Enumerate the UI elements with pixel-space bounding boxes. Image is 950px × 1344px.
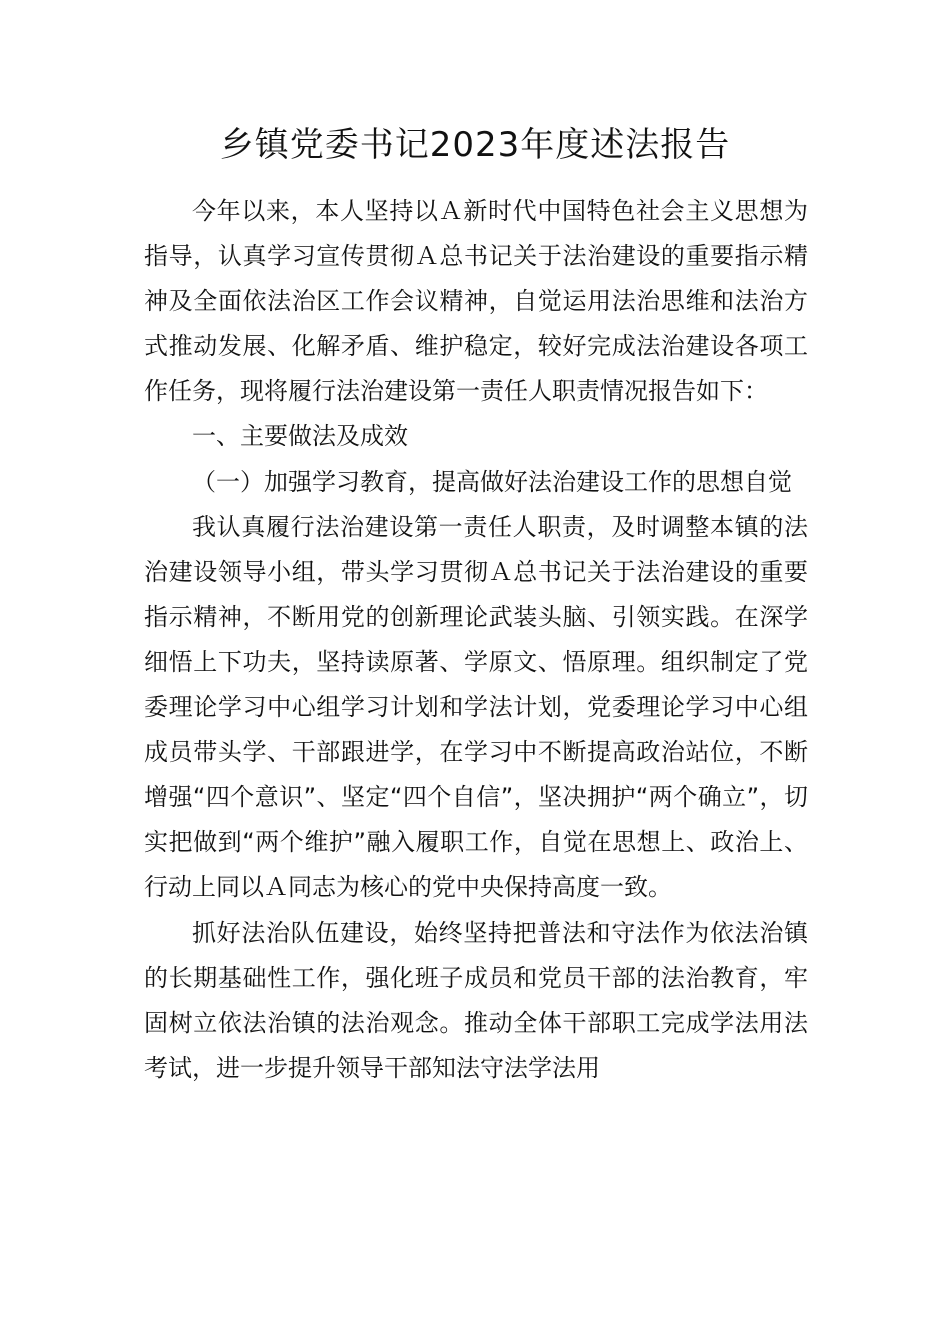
subsection-heading-1: （一）加强学习教育，提高做好法治建设工作的思想自觉 <box>192 467 792 496</box>
document-body <box>144 189 808 1091</box>
paragraph-study: 我认真履行法治建设第一责任人职责，及时调整本镇的法治建设领导小组，带头学习贯彻Ａ总书记关于法治建设的重要指示精神，不断用党的创新理论武装头脑、引领实践。在深学细悟上下功夫，坚持读原著、学原文、悟原理。组织制定了党委理论学习中心组学习计划和学法计划，党委理论学习中心组成员带头学、干部跟进学，在学习中不断提高政治站位，不断增强“四个意识”、坚定“四个自信”，坚决拥护“两个确立”，切实把做到“两个维护”融入履职工作，自觉在思想上、政治上、行动上同以Ａ同志为核心的党中央保持高度一致。 <box>144 512 808 902</box>
paragraph-team: 抓好法治队伍建设，始终坚持把普法和守法作为依法治镇的长期基础性工作，强化班子成员和党员干部的法治教育，牢固树立依法治镇的法治观念。推动全体干部职工完成学法用法考试，进一步提升领导干部知法守法学法用 <box>144 918 808 1082</box>
document-title: 乡镇党委书记2023年度述法报告 <box>219 125 731 165</box>
paragraph-intro: 今年以来，本人坚持以Ａ新时代中国特色社会主义思想为指导，认真学习宣传贯彻Ａ总书记关于法治建设的重要指示精神及全面依法治区工作会议精神，自觉运用法治思维和法治方式推动发展、化解矛盾、维护稳定，较好完成法治建设各项工作任务，现将履行法治建设第一责任人职责情况报告如下： <box>144 197 808 406</box>
section-heading-1: 一、主要做法及成效 <box>192 422 408 451</box>
